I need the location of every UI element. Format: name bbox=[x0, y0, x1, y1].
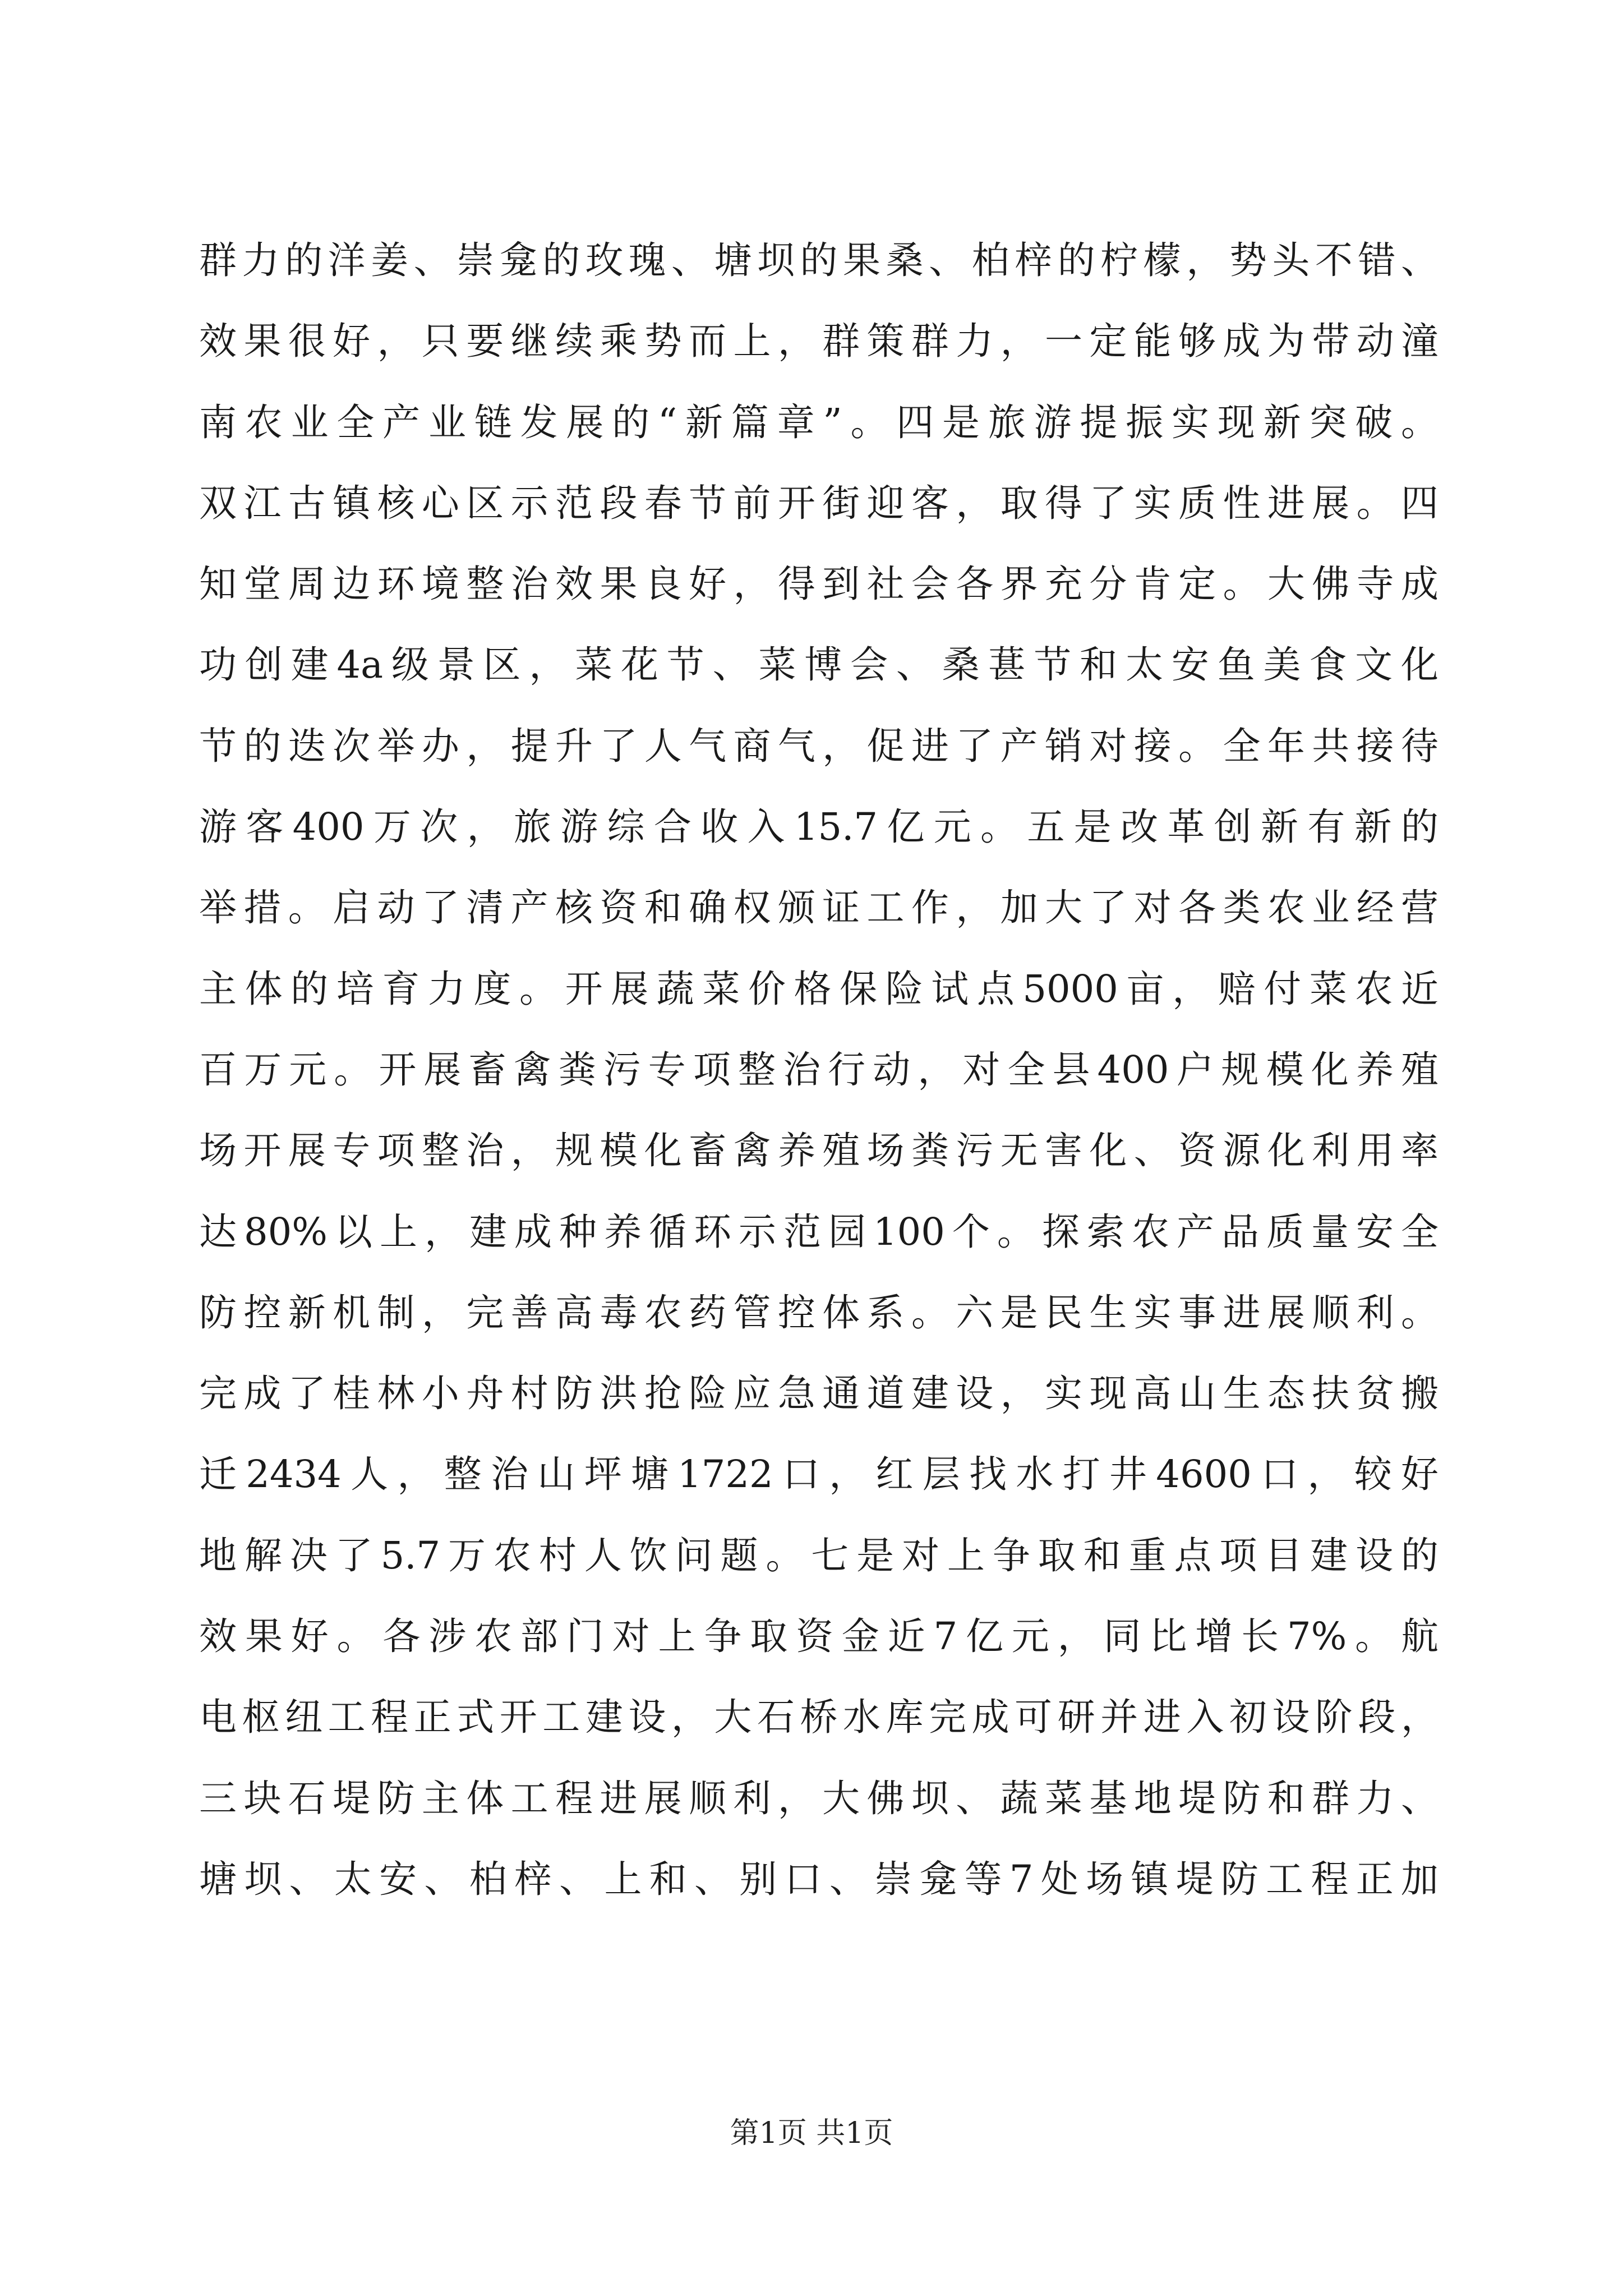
text-line: 游客400万次，旅游综合收入15.7亿元。五是改革创新有新的 bbox=[199, 805, 1438, 849]
text-line: 地解决了5.7万农村人饮问题。七是对上争取和重点项目建设的 bbox=[199, 1533, 1438, 1577]
text-line: 达80%以上，建成种养循环示范园100个。探索农产品质量安全 bbox=[199, 1209, 1438, 1254]
text-line: 塘坝、太安、柏梓、上和、别口、崇龛等7处场镇堤防工程正加 bbox=[199, 1857, 1438, 1901]
text-line: 效果好。各涉农部门对上争取资金近7亿元，同比增长7%。航 bbox=[199, 1614, 1438, 1659]
text-line: 功创建4a级景区，菜花节、菜博会、桑葚节和太安鱼美食文化 bbox=[199, 643, 1438, 687]
text-line: 完成了桂林小舟村防洪抢险应急通道建设，实现高山生态扶贫搬 bbox=[199, 1372, 1438, 1416]
text-line: 三块石堤防主体工程进展顺利，大佛坝、蔬菜基地堤防和群力、 bbox=[199, 1776, 1438, 1820]
text-line: 双江古镇核心区示范段春节前开街迎客，取得了实质性进展。四 bbox=[199, 481, 1438, 525]
text-line: 举措。启动了清产核资和确权颁证工作，加大了对各类农业经营 bbox=[199, 886, 1438, 930]
text-line: 知堂周边环境整治效果良好，得到社会各界充分肯定。大佛寺成 bbox=[199, 562, 1438, 606]
page-number-footer: 第1页 共1页 bbox=[730, 2116, 893, 2150]
text-line: 主体的培育力度。开展蔬菜价格保险试点5000亩，赔付菜农近 bbox=[199, 967, 1438, 1011]
body-paragraph bbox=[199, 220, 1438, 1920]
text-line: 迁2434人，整治山坪塘1722口，红层找水打井4600口，较好 bbox=[199, 1452, 1438, 1497]
text-line: 百万元。开展畜禽粪污专项整治行动，对全县400户规模化养殖 bbox=[199, 1047, 1438, 1092]
text-line: 场开展专项整治，规模化畜禽养殖场粪污无害化、资源化利用率 bbox=[199, 1129, 1438, 1173]
text-line: 效果很好，只要继续乘势而上，群策群力，一定能够成为带动潼 bbox=[199, 319, 1438, 364]
text-line: 节的迭次举办，提升了人气商气，促进了产销对接。全年共接待 bbox=[199, 724, 1438, 768]
text-line: 南农业全产业链发展的“新篇章”。四是旅游提振实现新突破。 bbox=[199, 400, 1438, 444]
text-line: 电枢纽工程正式开工建设，大石桥水库完成可研并进入初设阶段， bbox=[199, 1695, 1438, 1740]
text-line: 防控新机制，完善高毒农药管控体系。六是民生实事进展顺利。 bbox=[199, 1290, 1438, 1335]
text-line: 群力的洋姜、崇龛的玫瑰、塘坝的果桑、柏梓的柠檬，势头不错、 bbox=[199, 238, 1438, 282]
